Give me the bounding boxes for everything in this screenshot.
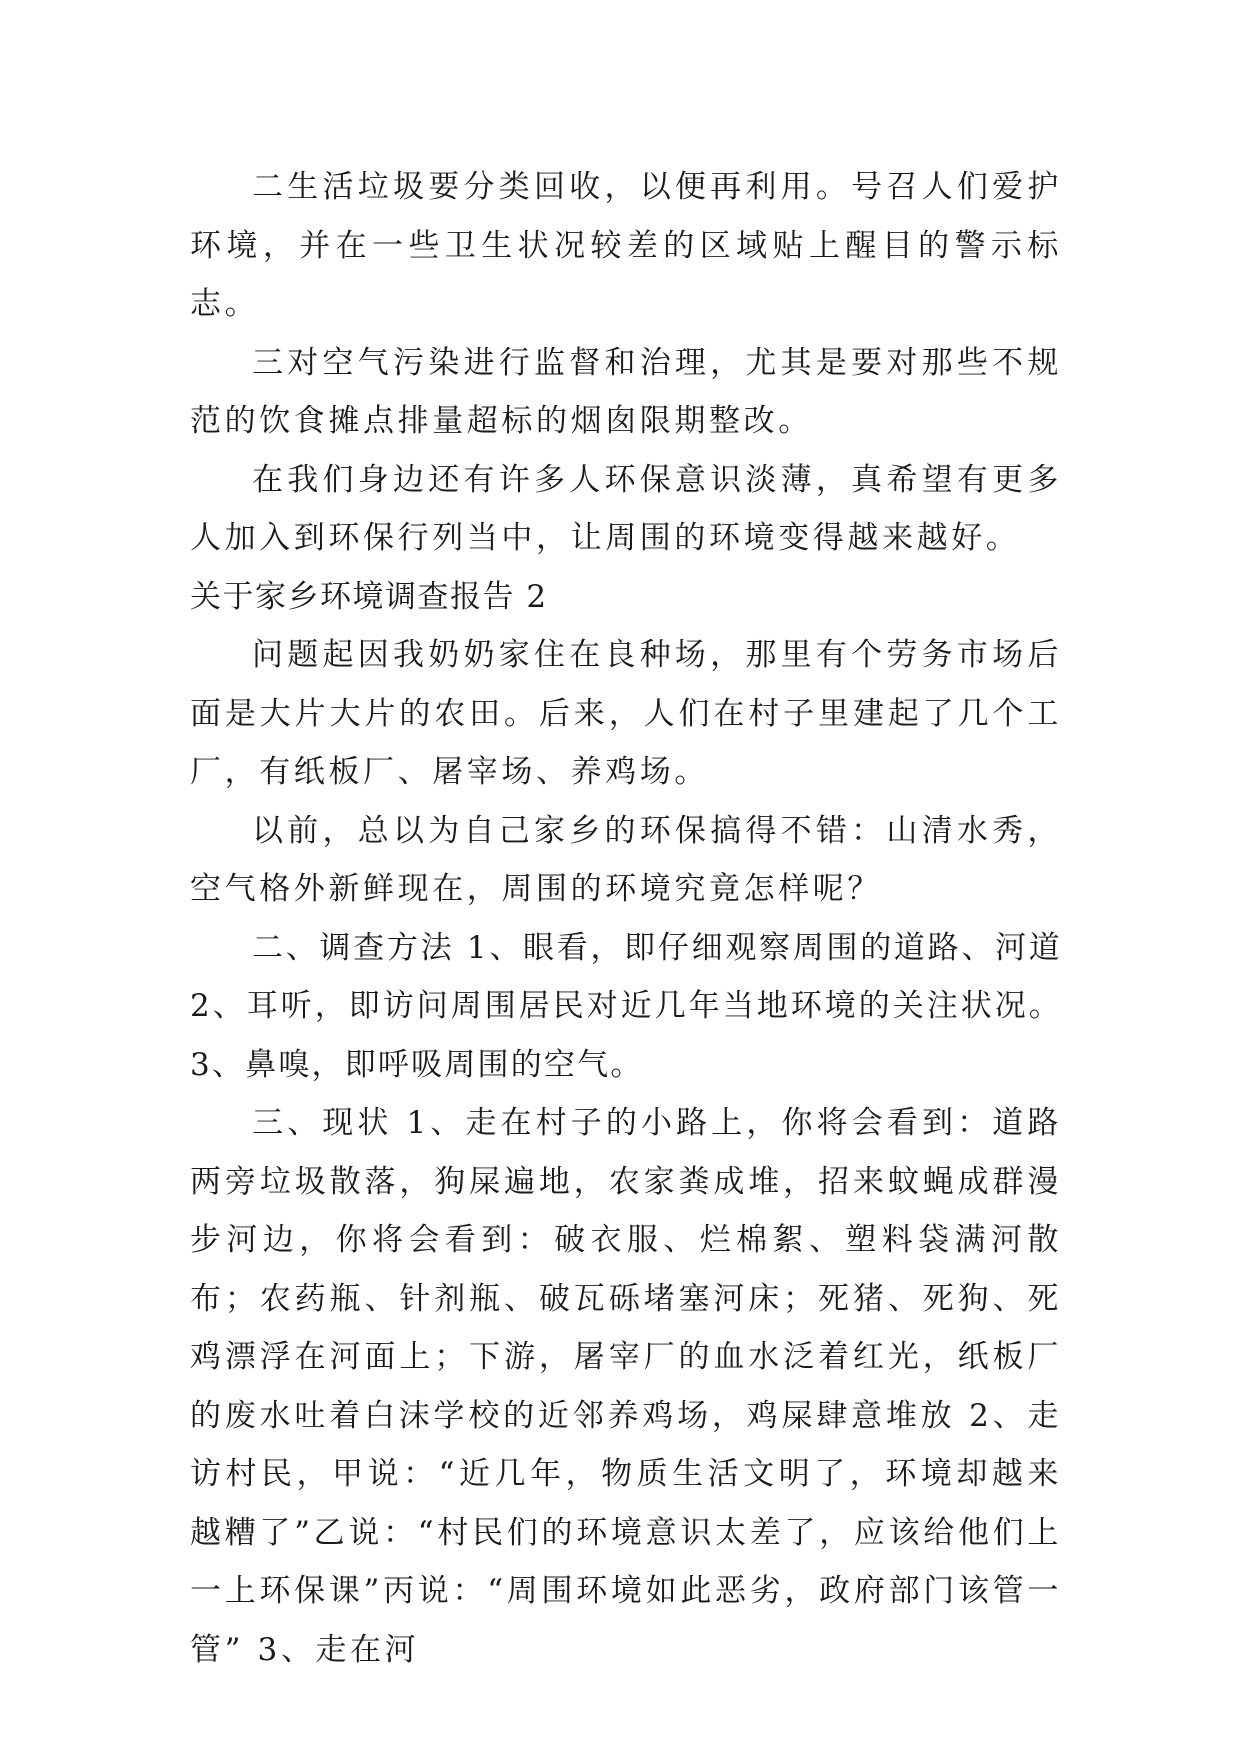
paragraph-hometown-past: 以前，总以为自己家乡的环保搞得不错：山清水秀，空气格外新鲜现在，周围的环境究竟怎样呢？ [190, 812, 1062, 907]
document-body [190, 158, 1062, 1679]
paragraph-problem-cause: 问题起因我奶奶家住在良种场，那里有个劳务市场后面是大片大片的农田。后来，人们在村子里建起了几个工厂，有纸板厂、屠宰场、养鸡场。 [190, 637, 1062, 790]
paragraph-garbage-recycling: 二生活垃圾要分类回收，以便再利用。号召人们爱护环境，并在一些卫生状况较差的区域贴上醒目的警示标志。 [190, 169, 1062, 322]
paragraph-air-pollution: 三对空气污染进行监督和治理，尤其是要对那些不规范的饮食摊点排量超标的烟囱限期整改。 [190, 344, 1062, 439]
paragraph-survey-method: 二、调查方法 1、眼看，即仔细观察周围的道路、河道 2、耳听，即访问周围居民对近几年当地环境的关注状况。3、鼻嗅，即呼吸周围的空气。 [190, 929, 1062, 1083]
paragraph-current-status: 三、现状 1、走在村子的小路上，你将会看到：道路两旁垃圾散落，狗屎遍地，农家粪成堆，招来蚊蝇成群漫步河边，你将会看到：破衣服、烂棉絮、塑料袋满河散布；农药瓶、针剂瓶、破瓦砾堵塞河床；死猪、死狗、死鸡漂浮在河面上；下游，屠宰厂的血水泛着红光，纸板厂的废水吐着白沫学校的近邻养鸡场，鸡屎肆意堆放 2、走访村民，甲说：“近几年，物质生活文明了，环境却越来越糟了”乙说：“村民们的环境意识太差了，应该给他们上一上环保课”丙说：“周围环境如此恶劣，政府部门该管一管” 3、走在河 [190, 1105, 1062, 1668]
section-title: 关于家乡环境调查报告 2 [190, 578, 548, 615]
paragraph-environmental-awareness: 在我们身边还有许多人环保意识淡薄，真希望有更多人加入到环保行列当中，让周围的环境变得越来越好。 [190, 461, 1062, 556]
